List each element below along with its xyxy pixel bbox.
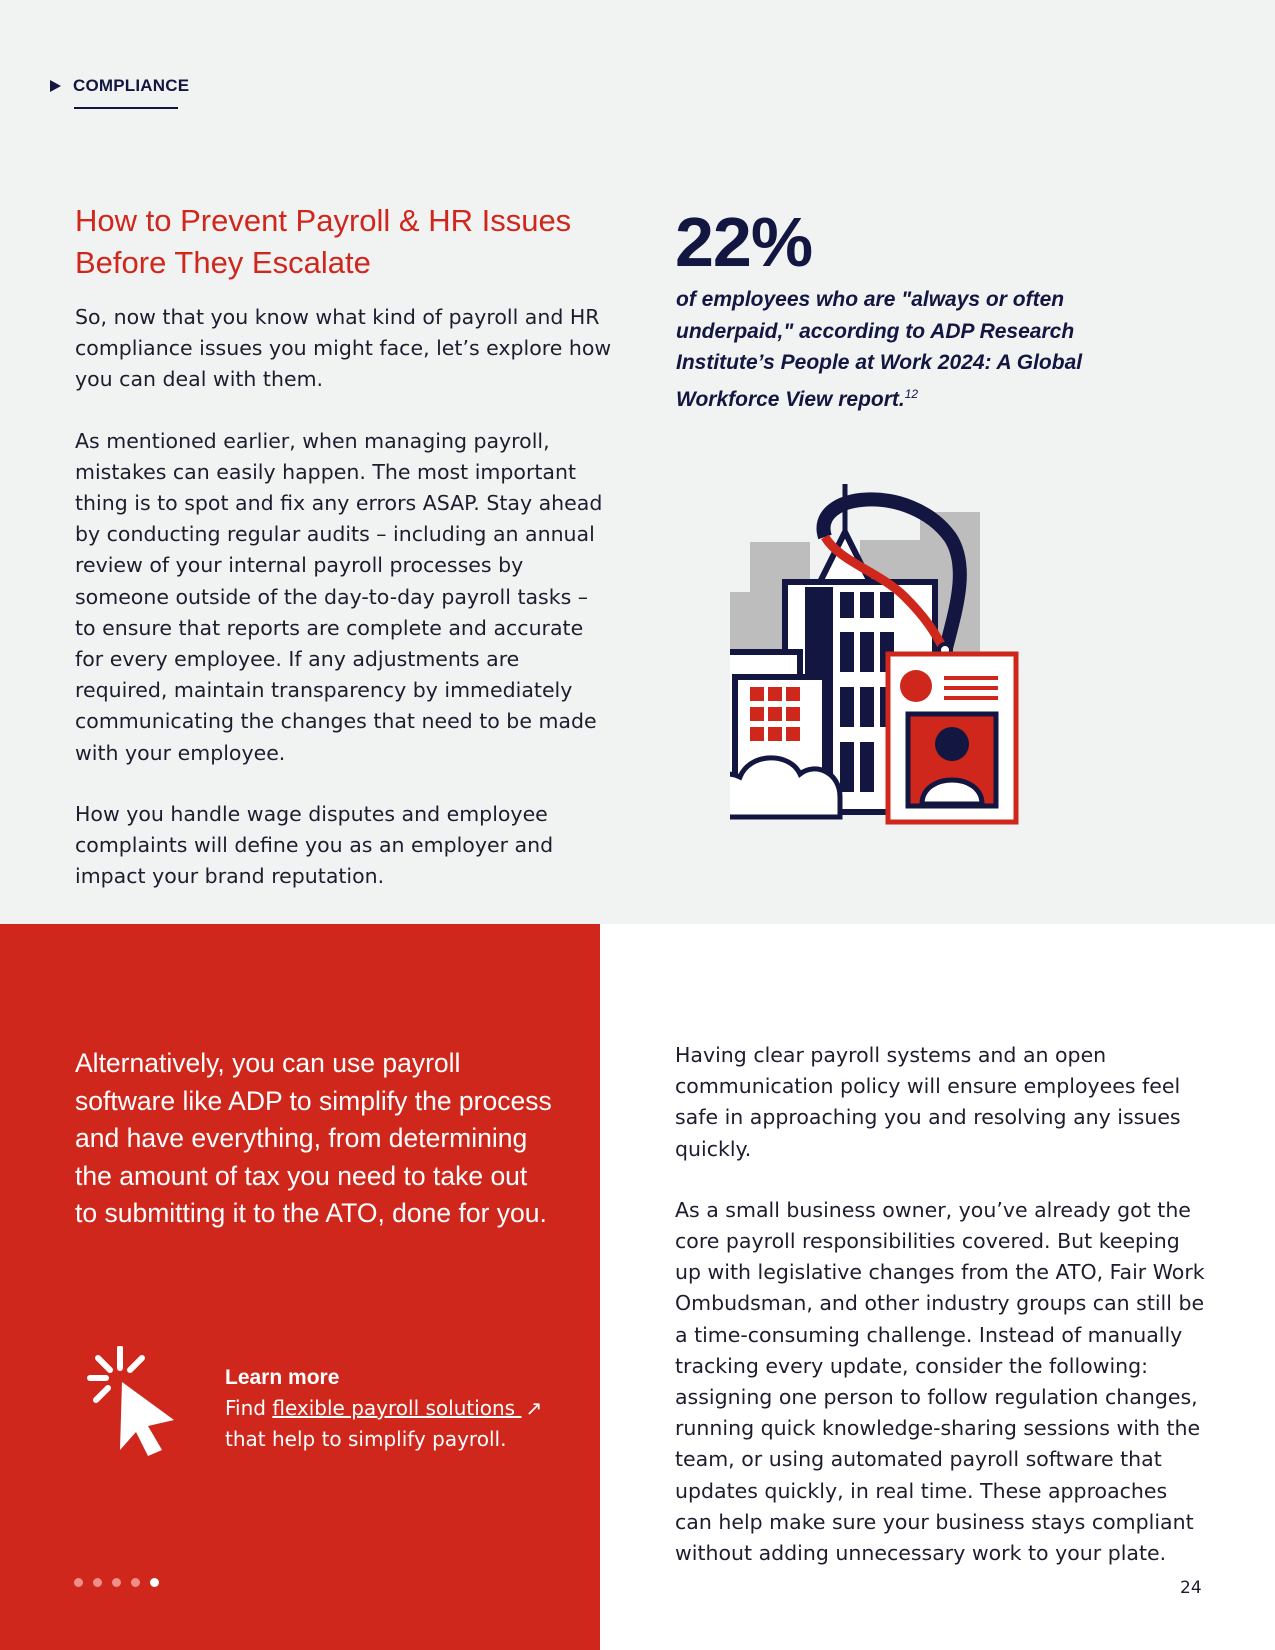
left-body [75,302,615,922]
paragraph: As a small business owner, you’ve already got the core payroll responsibilities covered. But keeping up with legislative changes from the ATO, Fair Work Ombudsman, and other industry groups can still be a time-consuming challenge. Instead of manually tracking every update, consider the following: assigning one person to follow regulation changes, running quick knowledge-sharing sessions with the team, or using automated payroll software that updates quickly, in real time. These approaches can help make sure your business stays compliant without adding unnecessary work to your plate. [675,1197,1205,1566]
page-dot [131,1578,140,1587]
stat-caption-text: of employees who are "always or often underpaid," according to ADP Research Institute’s People at Work 2024: A Global Workforce View report. [676,288,1083,411]
callout-panel [0,924,600,1650]
section-label [50,76,189,96]
paragraph: How you handle wage disputes and employee complaints will define you as an employer and impact your brand reputation. [75,801,554,889]
page-title: How to Prevent Payroll & HR Issues Before They Escalate [75,203,572,280]
right-body [675,1040,1205,1599]
page-dot [112,1578,121,1587]
cta-heading: Learn more [225,1366,340,1389]
stat-value: 22% [675,203,813,281]
page-dot-active [150,1578,159,1587]
paragraph: So, now that you know what kind of payroll and HR compliance issues you might face, let’s explore how you can deal with them. [75,305,612,392]
page-dot [93,1578,102,1587]
triangle-right-icon [50,80,61,92]
cta-suffix: that help to simplify payroll. [225,1427,507,1451]
paragraph: As mentioned earlier, when managing payroll, mistakes can easily happen. The most important thing is to spot and fix any errors ASAP. Stay ahead by conducting regular audits – including an annual review of your internal payroll processes by someone outside of the day-to-day payroll tasks – to ensure that reports are complete and accurate for every employee. If any adjustments are required, maintain transparency by immediately communicating the changes that need to be made with your employee. [75,428,603,765]
page-dot [74,1578,83,1587]
external-link-icon[interactable]: ↗ [525,1396,543,1420]
learn-more-cta [225,1362,555,1455]
section-underline [74,107,178,109]
cta-text [225,1393,555,1455]
footnote-ref: 12 [904,386,919,401]
paragraph: Having clear payroll systems and an open communication policy will ensure employees feel safe in approaching you and resolving any issues quickly. [675,1043,1181,1161]
city-id-badge-illustration [730,482,1080,852]
flexible-payroll-link[interactable]: flexible payroll solutions [272,1396,522,1420]
page-number: 24 [1180,1578,1202,1598]
page-dots [74,1578,159,1587]
pull-quote: Alternatively, you can use payroll software like ADP to simplify the process and have everything, from determining the amount of tax you need to take out to submitting it to the ATO, done for you. [75,1048,552,1228]
stat-caption [676,284,1106,415]
section-label-text: COMPLIANCE [73,76,190,95]
cta-prefix: Find [225,1396,273,1420]
cursor-click-icon [82,1346,182,1458]
